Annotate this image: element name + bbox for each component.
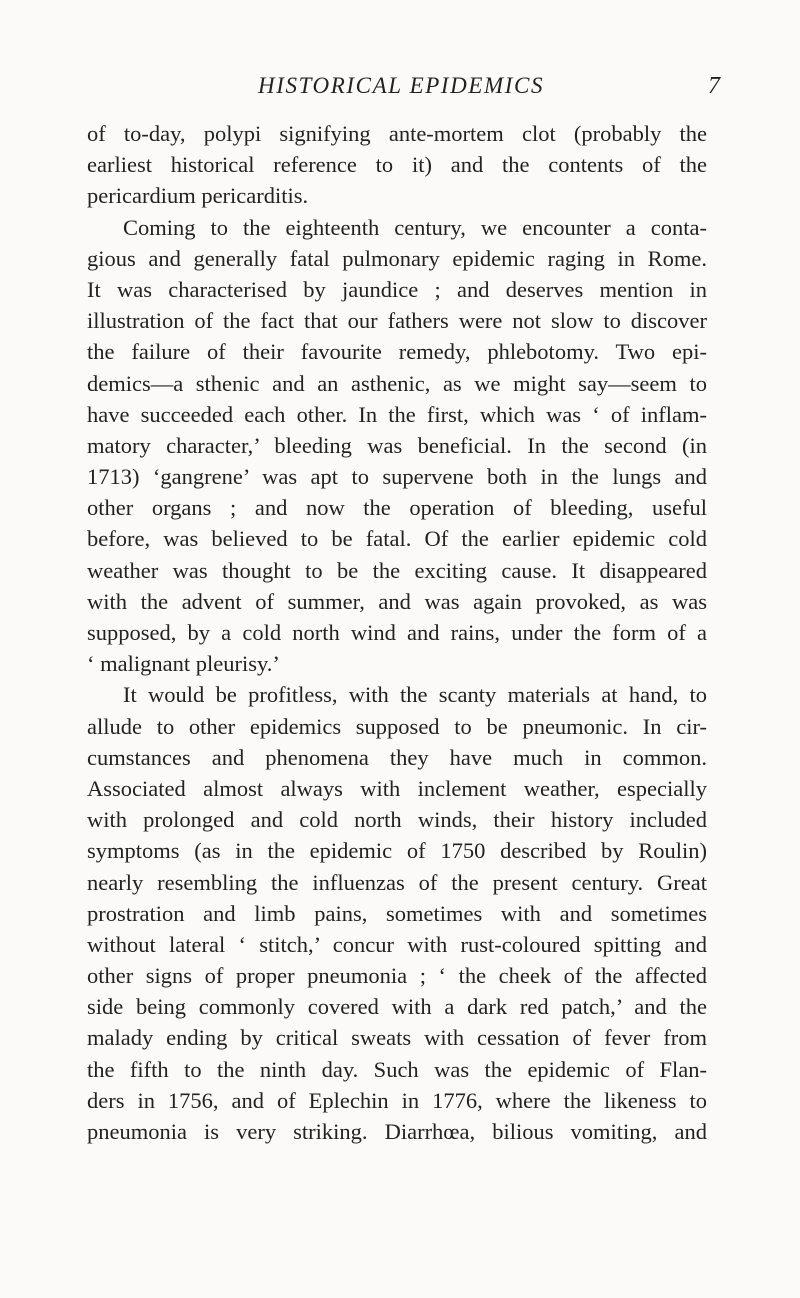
text-line: other signs of proper pneumonia ; ‘ the cheek of the affected — [87, 963, 707, 989]
text-line: side being commonly covered with a dark red patch,’ and the — [87, 994, 707, 1020]
text-line: other organs ; and now the operation of bleeding, useful — [87, 495, 707, 521]
text-line: ‘ malignant pleurisy.’ — [87, 651, 280, 677]
text-line: matory character,’ bleeding was beneficial. In the second (in — [87, 432, 707, 458]
body-text — [87, 118, 707, 1147]
text-line: Associated almost always with inclement weather, especially — [87, 775, 707, 801]
text-line: the failure of their favourite remedy, phlebotomy. Two epi- — [87, 339, 707, 365]
text-line: supposed, by a cold north wind and rains, under the form of a — [87, 620, 707, 645]
text-line: gious and generally fatal pulmonary epidemic raging in Rome. — [87, 245, 707, 271]
text-line: illustration of the fact that our fathers were not slow to discover — [87, 308, 707, 334]
text-line: malady ending by critical sweats with cessation of fever from — [87, 1025, 707, 1051]
text-line: cumstances and phenomena they have much in common. — [87, 744, 707, 770]
text-line: ders in 1756, and of Eplechin in 1776, where the likeness to — [87, 1087, 707, 1113]
text-line: Coming to the eighteenth century, we encounter a conta- — [123, 214, 707, 240]
text-line: earliest historical reference to it) and the contents of the — [87, 152, 707, 178]
text-line: prostration and limb pains, sometimes with and sometimes — [87, 900, 707, 926]
text-line: weather was thought to be the exciting cause. It disappeared — [87, 557, 707, 583]
text-line: before, was believed to be fatal. Of the earlier epidemic cold — [87, 526, 707, 552]
text-line: without lateral ‘ stitch,’ concur with rust-coloured spitting and — [87, 931, 707, 957]
text-line: It was characterised by jaundice ; and deserves mention in — [87, 276, 707, 302]
page-number: 7 — [708, 73, 720, 99]
text-line: pericardium pericarditis. — [87, 183, 309, 209]
text-line: have succeeded each other. In the first, which was ‘ of inflam- — [87, 401, 707, 427]
text-line: of to-day, polypi signifying ante-mortem clot (probably the — [87, 121, 707, 146]
running-title: HISTORICAL EPIDEMICS — [258, 73, 545, 98]
running-head — [0, 66, 800, 106]
text-line: It would be profitless, with the scanty materials at hand, to — [123, 682, 707, 708]
text-line: with the advent of summer, and was again provoked, as was — [87, 588, 707, 614]
text-line: allude to other epidemics supposed to be pneumonic. In cir- — [87, 713, 707, 739]
text-line: 1713) ‘gangrene’ was apt to supervene both in the lungs and — [87, 464, 707, 490]
text-line: the fifth to the ninth day. Such was the epidemic of Flan- — [87, 1056, 707, 1082]
text-line: nearly resembling the influenzas of the present century. Great — [87, 869, 707, 895]
text-line: pneumonia is very striking. Diarrhœa, bilious vomiting, and — [87, 1119, 707, 1144]
text-line: demics—a sthenic and an asthenic, as we might say—seem to — [87, 370, 707, 396]
text-line: symptoms (as in the epidemic of 1750 described by Roulin) — [87, 838, 707, 864]
text-line: with prolonged and cold north winds, their history included — [87, 807, 707, 833]
